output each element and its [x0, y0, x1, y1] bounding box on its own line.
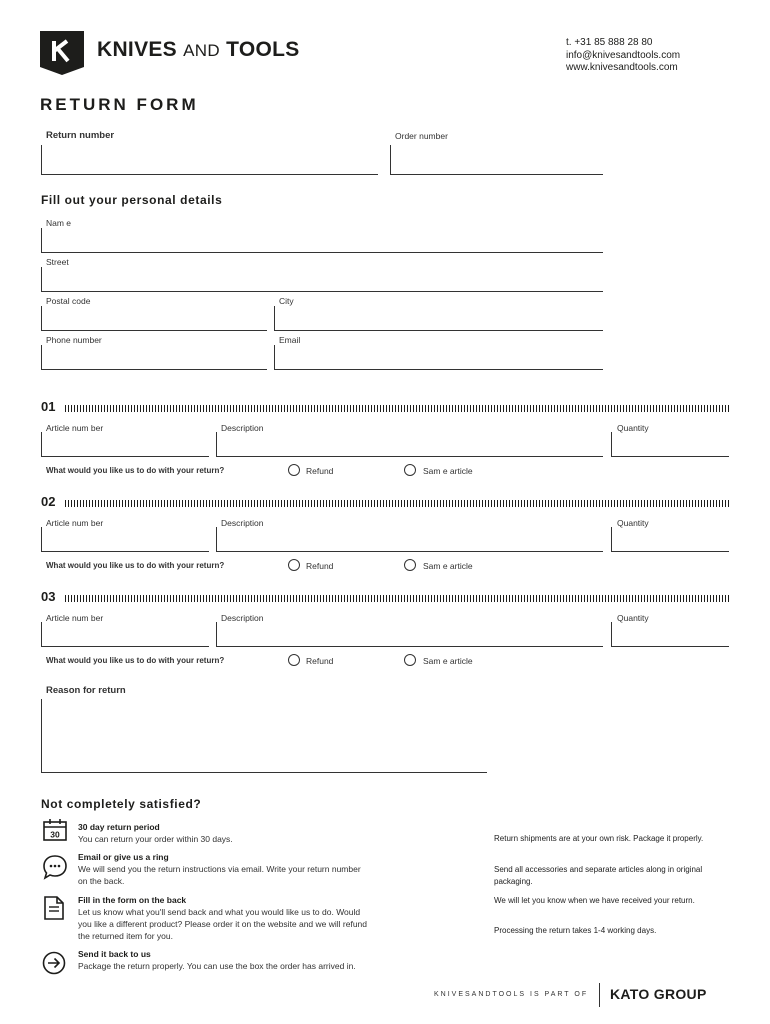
brand-word-knives: KNIVES: [97, 38, 177, 61]
article-3-quantity-field[interactable]: [611, 622, 729, 647]
email-field[interactable]: [274, 345, 603, 370]
info-2-title: Email or give us a ring: [78, 852, 169, 862]
article-3-article-number-field[interactable]: [41, 622, 209, 647]
knivesandtools-logo: [40, 31, 84, 75]
article-1-article-number-label: Article num ber: [46, 423, 104, 433]
article-3-quantity-label: Quantity: [617, 613, 649, 623]
article-2-divider: [65, 500, 729, 507]
article-1-description-label: Description: [221, 423, 264, 433]
kato-group-logo: KATO GROUP: [610, 986, 707, 1002]
article-2-quantity-field[interactable]: [611, 527, 729, 552]
info-3-line-1: Let us know what you'll send back and what you would like us to do. Would: [78, 907, 361, 917]
article-3-same-article-radio[interactable]: [404, 654, 416, 666]
article-1-article-number-field[interactable]: [41, 432, 209, 457]
info-4-text: [78, 960, 356, 972]
article-2-article-number-label: Article num ber: [46, 518, 104, 528]
reason-field[interactable]: [41, 699, 487, 773]
phone-number-field[interactable]: [41, 345, 267, 370]
note-received: We will let you know when we have received your return.: [494, 896, 695, 905]
article-3-return-question: What would you like us to do with your return?: [46, 656, 225, 665]
document-icon: [44, 896, 64, 920]
postal-code-field[interactable]: [41, 306, 267, 331]
chat-icon: [42, 854, 68, 880]
note-accessories: Send all accessories and separate articles along in original packaging.: [494, 865, 703, 886]
article-2-refund-label: Refund: [306, 561, 334, 571]
name-label: Nam e: [46, 218, 72, 228]
article-1-return-question: What would you like us to do with your return?: [46, 466, 225, 475]
info-3-line-2: you like a different product? Please order it on the website and we will refund: [78, 919, 368, 929]
article-3-number: 03: [41, 589, 56, 604]
footer-divider: [599, 983, 600, 1007]
article-3-article-number-label: Article num ber: [46, 613, 104, 623]
return-number-label: Return number: [46, 130, 115, 141]
order-number-label: Order number: [395, 131, 448, 141]
info-4-title: Send it back to us: [78, 949, 151, 959]
article-3-description-label: Description: [221, 613, 264, 623]
street-label: Street: [46, 257, 69, 267]
calendar-icon-number: 30: [50, 829, 60, 840]
article-1-refund-label: Refund: [306, 466, 334, 476]
article-3-description-field[interactable]: [216, 622, 603, 647]
city-field[interactable]: [274, 306, 603, 331]
order-number-field[interactable]: [390, 145, 603, 175]
article-2-same-article-radio[interactable]: [404, 559, 416, 571]
contact-phone: t. +31 85 888 28 80: [566, 37, 653, 48]
article-2-refund-radio[interactable]: [288, 559, 300, 571]
contact-website[interactable]: www.knivesandtools.com: [566, 62, 678, 73]
info-3-title: Fill in the form on the back: [78, 895, 187, 905]
article-3-same-article-label: Sam e article: [423, 656, 473, 666]
article-3-refund-label: Refund: [306, 656, 334, 666]
info-2-line-2: on the back.: [78, 876, 125, 886]
article-2-article-number-field[interactable]: [41, 527, 209, 552]
not-satisfied-heading: Not completely satisfied?: [41, 797, 202, 811]
personal-details-heading: Fill out your personal details: [41, 193, 223, 207]
article-1-quantity-field[interactable]: [611, 432, 729, 457]
info-3-text: [78, 906, 367, 942]
info-2-line-1: We will send you the return instructions via email. Write your return number: [78, 864, 361, 874]
brand-name: [97, 38, 300, 62]
note-risk: Return shipments are at your own risk. Package it properly.: [494, 834, 704, 843]
postal-code-label: Postal code: [46, 296, 91, 306]
name-field[interactable]: [41, 228, 603, 253]
brand-word-and: AND: [183, 41, 220, 60]
article-2-same-article-label: Sam e article: [423, 561, 473, 571]
info-1-text: [78, 833, 233, 845]
article-2-number: 02: [41, 494, 56, 509]
calendar-icon: [43, 819, 67, 841]
email-label: Email: [279, 335, 301, 345]
article-1-same-article-radio[interactable]: [404, 464, 416, 476]
city-label: City: [279, 296, 294, 306]
arrow-circle-icon: [42, 951, 66, 975]
reason-label: Reason for return: [46, 685, 126, 696]
note-processing: Processing the return takes 1-4 working days.: [494, 926, 657, 935]
article-1-description-field[interactable]: [216, 432, 603, 457]
article-2-description-label: Description: [221, 518, 264, 528]
article-2-description-field[interactable]: [216, 527, 603, 552]
article-3-divider: [65, 595, 729, 602]
article-2-return-question: What would you like us to do with your return?: [46, 561, 225, 570]
info-1-line-1: You can return your order within 30 days.: [78, 834, 233, 844]
article-3-refund-radio[interactable]: [288, 654, 300, 666]
page-title: RETURN FORM: [40, 95, 199, 114]
contact-email[interactable]: info@knivesandtools.com: [566, 49, 681, 61]
info-2-text: [78, 863, 361, 887]
street-field[interactable]: [41, 267, 603, 292]
footer-part-of: KNIVESANDTOOLS IS PART OF: [434, 991, 589, 998]
info-3-line-3: the returned item for you.: [78, 931, 173, 941]
article-1-refund-radio[interactable]: [288, 464, 300, 476]
info-1-title: 30 day return period: [78, 822, 160, 832]
article-1-same-article-label: Sam e article: [423, 466, 473, 476]
article-2-quantity-label: Quantity: [617, 518, 649, 528]
contact-block: [566, 37, 680, 75]
brand-word-tools: TOOLS: [226, 38, 300, 61]
article-1-divider: [65, 405, 729, 412]
phone-number-label: Phone number: [46, 335, 102, 345]
return-number-field[interactable]: [41, 145, 378, 175]
article-1-number: 01: [41, 399, 56, 414]
article-1-quantity-label: Quantity: [617, 423, 649, 433]
info-4-line-1: Package the return properly. You can use the box the order has arrived in.: [78, 961, 356, 971]
